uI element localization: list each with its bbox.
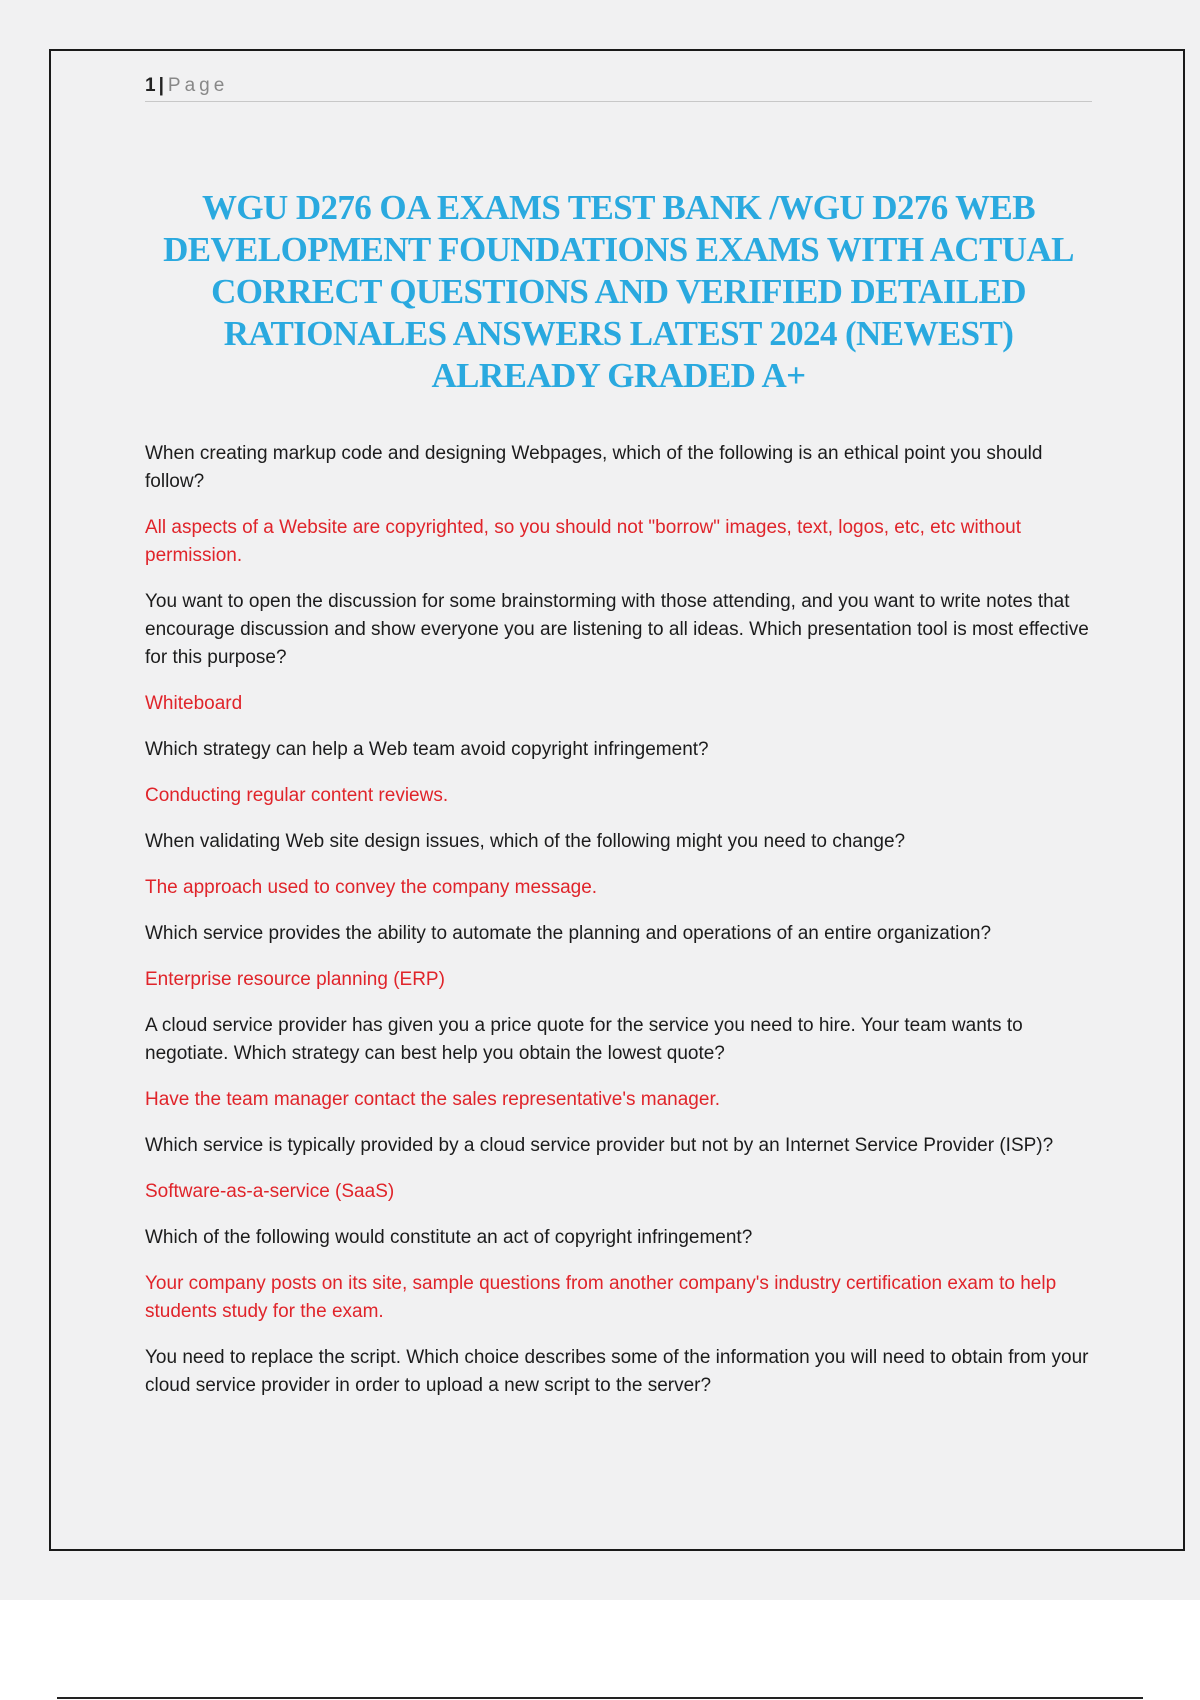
page-header (145, 74, 1092, 102)
page-number-separator: | (158, 75, 164, 96)
question-text: A cloud service provider has given you a price quote for the service you need to hire. Your team wants to negotiate. Which strategy can best help you obtain the lowest quote? (145, 1015, 1023, 1064)
question-text: Which strategy can help a Web team avoid copyright infringement? (145, 739, 709, 760)
answer-text: Enterprise resource planning (ERP) (145, 969, 445, 990)
answer-text: Conducting regular content reviews. (145, 785, 449, 806)
answer-text: Whiteboard (145, 693, 243, 714)
question-text: When validating Web site design issues, which of the following might you need to change? (145, 831, 906, 852)
question-text: When creating markup code and designing Webpages, which of the following is an ethical point you should follow? (145, 443, 1043, 492)
question-text: Which service is typically provided by a cloud service provider but not by an Internet Service Provider (ISP)? (145, 1135, 1054, 1156)
qa-list (145, 440, 1095, 1418)
question-text: Which service provides the ability to automate the planning and operations of an entire organization? (145, 923, 992, 944)
answer-text: Have the team manager contact the sales representative's manager. (145, 1089, 721, 1110)
answer-text: Software-as-a-service (SaaS) (145, 1181, 395, 1202)
document-title: WGU D276 OA EXAMS TEST BANK /WGU D276 WEB DEVELOPMENT FOUNDATIONS EXAMS WITH ACTUAL CORRECT QUESTIONS AND VERIFIED DETAILED RATIONALES ANSWERS LATEST 2024 (NEWEST) ALREADY GRADED A+ (163, 188, 1074, 395)
question-text: You want to open the discussion for some brainstorming with those attending, and you want to write notes that encourage discussion and show everyone you are listening to all ideas. Which presentation tool is most effective for this purpose? (145, 591, 1089, 668)
next-page-top-rule (57, 1697, 1143, 1699)
page-number-label (145, 74, 228, 98)
question-text: You need to replace the script. Which choice describes some of the information you will need to obtain from your cloud service provider in order to upload a new script to the server? (145, 1347, 1089, 1396)
answer-text: The approach used to convey the company message. (145, 877, 598, 898)
next-page-preview (0, 1600, 1200, 1700)
answer-text: All aspects of a Website are copyrighted, so you should not "borrow" images, text, logos, etc, etc without permission. (145, 517, 1021, 566)
answer-text: Your company posts on its site, sample questions from another company's industry certification exam to help students study for the exam. (145, 1273, 1057, 1322)
question-text: Which of the following would constitute an act of copyright infringement? (145, 1227, 753, 1248)
page-number: 1 (145, 75, 156, 96)
page-word: Page (167, 75, 229, 96)
